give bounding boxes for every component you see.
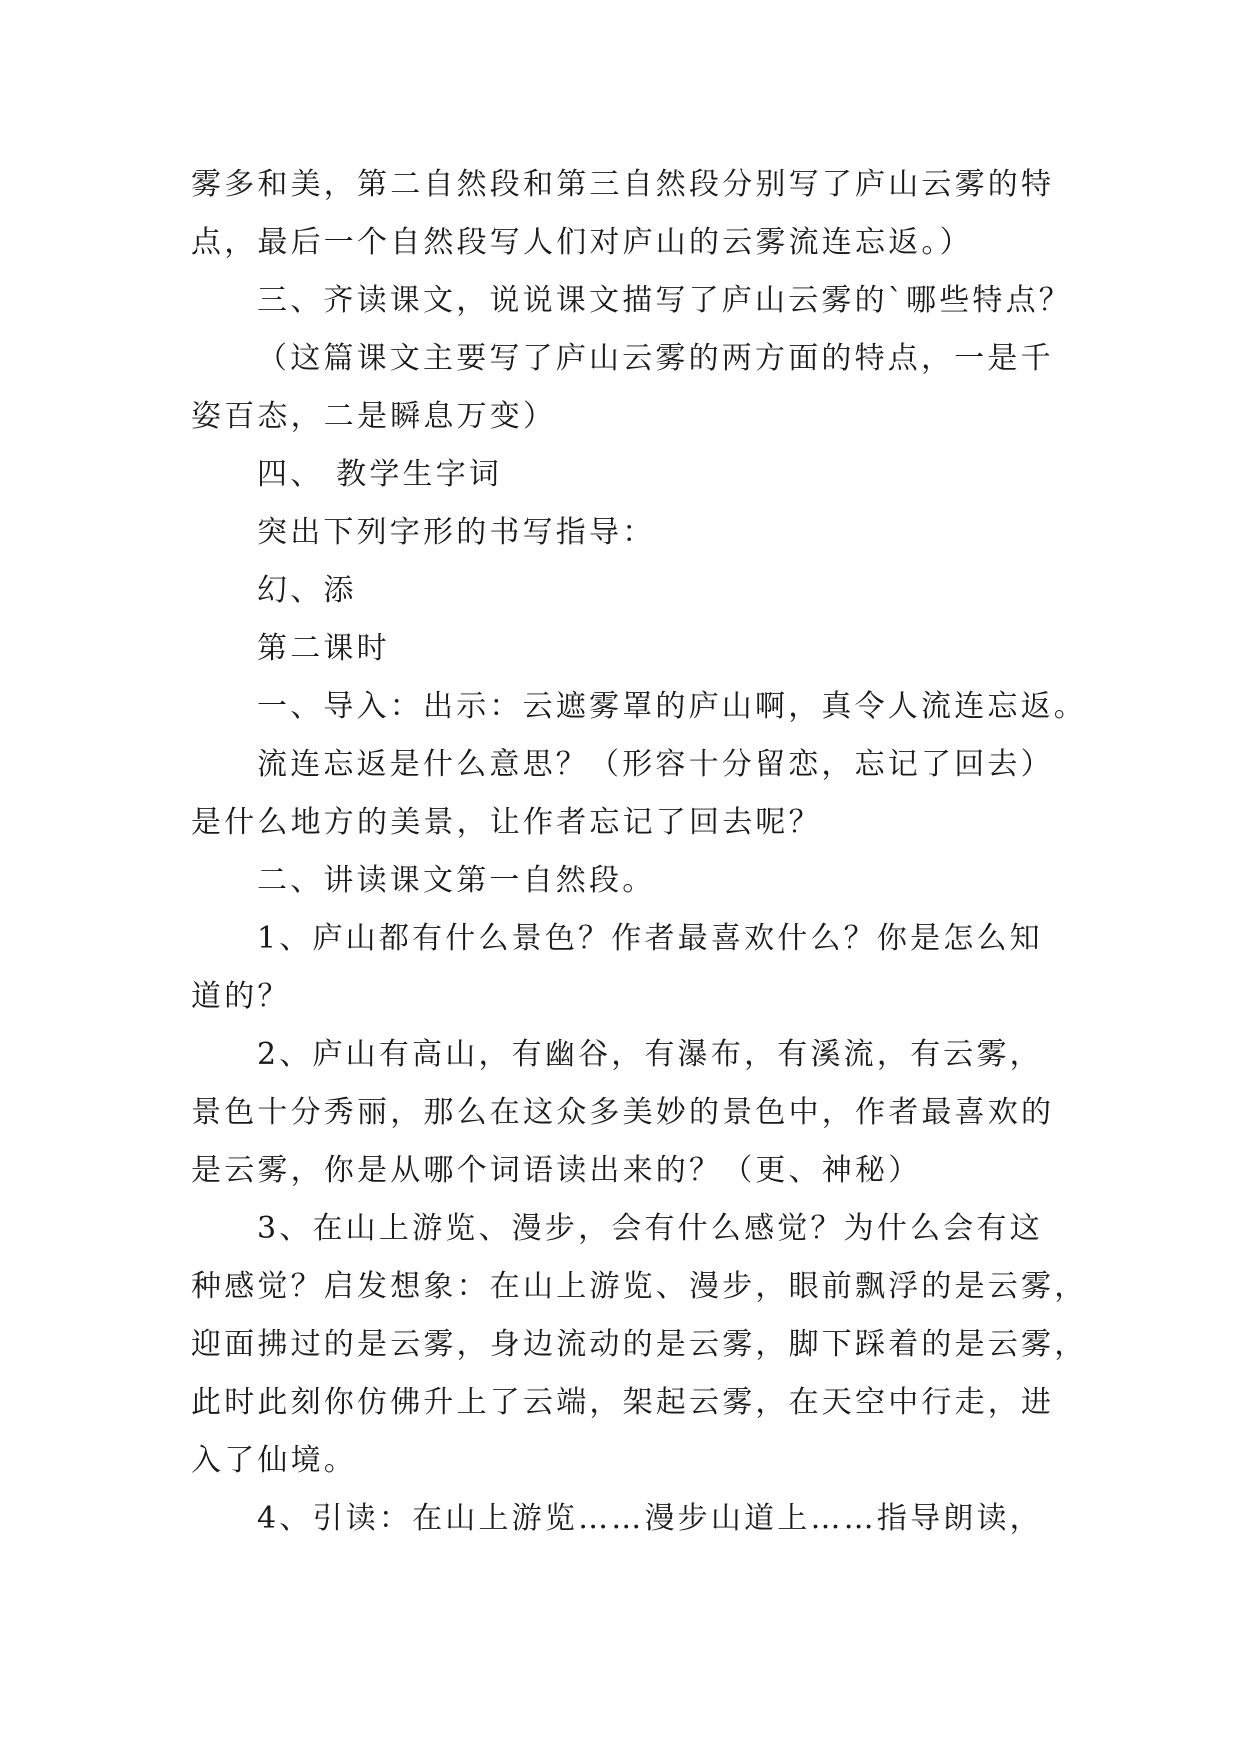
text-line: 此时此刻你仿佛升上了云端，架起云雾，在天空中行走，进: [191, 1385, 1055, 1420]
text-line: 雾多和美，第二自然段和第三自然段分别写了庐山云雾的特: [191, 167, 1055, 202]
text-line: 姿百态，二是瞬息万变）: [191, 399, 557, 434]
text-line: 迎面拂过的是云雾，身边流动的是云雾，脚下踩着的是云雾，: [191, 1327, 1088, 1362]
text-line: 点，最后一个自然段写人们对庐山的云雾流连忘返。）: [191, 225, 973, 260]
text-line: 第二课时: [257, 631, 390, 666]
text-line: 2、庐山有高山，有幽谷，有瀑布，有溪流，有云雾，: [257, 1037, 1043, 1072]
text-line: 景色十分秀丽，那么在这众多美妙的景色中，作者最喜欢的: [191, 1095, 1055, 1130]
text-line: 一、导入：出示：云遮雾罩的庐山啊，真令人流连忘返。: [257, 689, 1087, 724]
document-body: [191, 156, 1088, 1548]
text-line: 流连忘返是什么意思？（形容十分留恋，忘记了回去）: [257, 747, 1054, 782]
text-line: 种感觉？启发想象：在山上游览、漫步，眼前飘浮的是云雾，: [191, 1269, 1088, 1304]
text-line: 四、 教学生字词: [257, 457, 503, 492]
text-line: 三、齐读课文，说说课文描写了庐山云雾的`哪些特点？: [257, 283, 1072, 318]
text-line: 入了仙境。: [191, 1443, 357, 1478]
text-line: 是什么地方的美景，让作者忘记了回去呢？: [191, 805, 822, 840]
text-line: 二、讲读课文第一自然段。: [257, 863, 656, 898]
text-line: 幻、添: [257, 573, 357, 608]
text-line: 1、庐山都有什么景色？作者最喜欢什么？你是怎么知: [257, 921, 1043, 956]
text-line: 4、引读：在山上游览……漫步山道上……指导朗读，: [257, 1501, 1043, 1536]
text-line: （这篇课文主要写了庐山云雾的两方面的特点，一是千: [257, 341, 1054, 376]
text-line: 是云雾，你是从哪个词语读出来的？（更、神秘）: [191, 1153, 922, 1188]
text-line: 突出下列字形的书写指导：: [257, 515, 656, 550]
text-line: 3、在山上游览、漫步，会有什么感觉？为什么会有这: [257, 1211, 1043, 1246]
text-line: 道的？: [191, 979, 291, 1014]
